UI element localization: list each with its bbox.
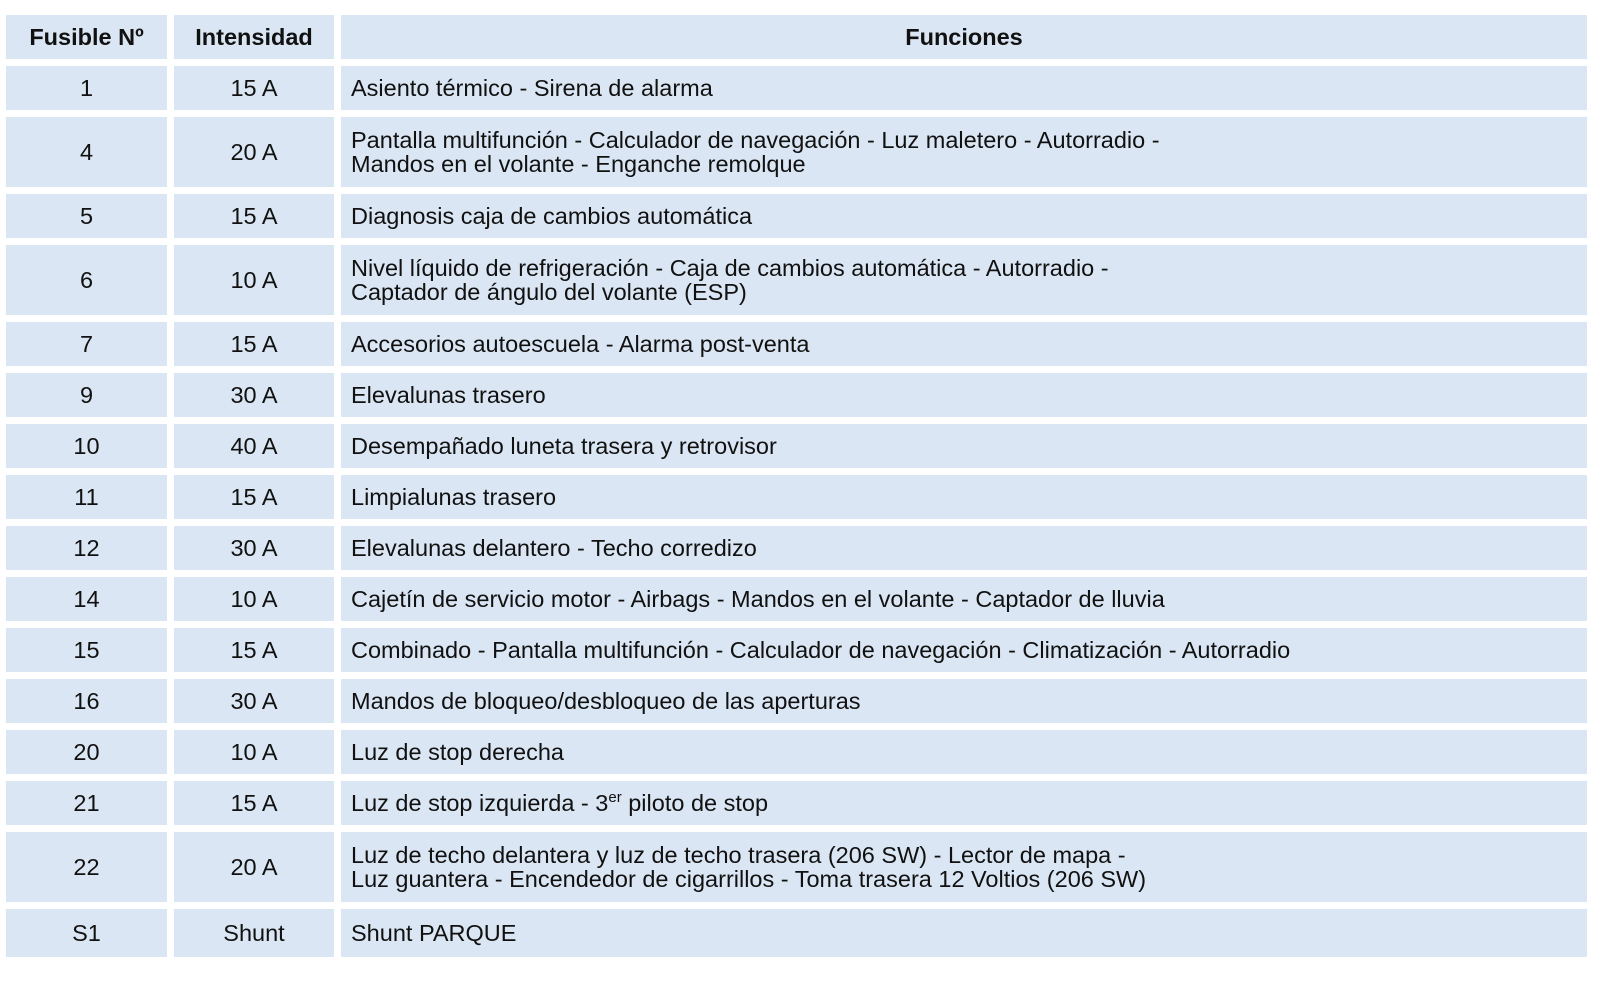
functions-cell (341, 909, 1587, 957)
functions-cell (341, 832, 1587, 902)
function-line: Elevalunas delantero - Techo corredizo (351, 535, 757, 561)
fuse-number-cell: 20 (6, 730, 167, 774)
fuse-number-cell: 5 (6, 194, 167, 238)
amperage-cell: 10 A (174, 730, 334, 774)
functions-cell (341, 679, 1587, 723)
fuse-number-cell: 10 (6, 424, 167, 468)
fuse-number-cell: 11 (6, 475, 167, 519)
amperage-cell: 15 A (174, 194, 334, 238)
function-line: Asiento térmico - Sirena de alarma (351, 75, 713, 101)
function-line: Elevalunas trasero (351, 382, 546, 408)
function-line: Shunt PARQUE (351, 920, 517, 946)
fuse-number-cell: 1 (6, 66, 167, 110)
function-line: Mandos en el volante - Enganche remolque (351, 151, 806, 177)
functions-cell (341, 475, 1587, 519)
function-line: Cajetín de servicio motor - Airbags - Mandos en el volante - Captador de lluvia (351, 586, 1165, 612)
fuse-number-cell: 4 (6, 117, 167, 187)
fuse-number-cell: 14 (6, 577, 167, 621)
function-line: Luz de techo delantera y luz de techo trasera (206 SW) - Lector de mapa - (351, 842, 1126, 868)
functions-cell (341, 322, 1587, 366)
fuse-number-cell: 12 (6, 526, 167, 570)
function-line: Mandos de bloqueo/desbloqueo de las aperturas (351, 688, 861, 714)
functions-cell (341, 628, 1587, 672)
fuse-number-cell: 15 (6, 628, 167, 672)
functions-cell (341, 730, 1587, 774)
fuse-table (6, 15, 1587, 957)
fuse-number-cell: 22 (6, 832, 167, 902)
functions-cell (341, 373, 1587, 417)
functions-cell (341, 245, 1587, 315)
amperage-cell: Shunt (174, 909, 334, 957)
function-line: Accesorios autoescuela - Alarma post-venta (351, 331, 810, 357)
function-line: Captador de ángulo del volante (ESP) (351, 279, 747, 305)
header-amps: Intensidad (174, 15, 334, 59)
amperage-cell: 10 A (174, 577, 334, 621)
functions-cell (341, 66, 1587, 110)
fuse-number-cell: S1 (6, 909, 167, 957)
functions-cell (341, 577, 1587, 621)
function-line: Combinado - Pantalla multifunción - Calculador de navegación - Climatización - Autorradio (351, 637, 1291, 663)
function-line: Pantalla multifunción - Calculador de navegación - Luz maletero - Autorradio - (351, 127, 1160, 153)
fuse-number-cell: 16 (6, 679, 167, 723)
function-line: Desempañado luneta trasera y retrovisor (351, 433, 777, 459)
fuse-number-cell: 9 (6, 373, 167, 417)
function-line: Limpialunas trasero (351, 484, 557, 510)
function-text-after: piloto de stop (621, 790, 769, 816)
functions-cell (341, 194, 1587, 238)
amperage-cell: 30 A (174, 526, 334, 570)
amperage-cell: 30 A (174, 373, 334, 417)
functions-cell (341, 781, 1587, 825)
header-functions: Funciones (341, 15, 1587, 59)
function-line: Luz guantera - Encendedor de cigarrillos - Toma trasera 12 Voltios (206 SW) (351, 866, 1147, 892)
amperage-cell: 15 A (174, 322, 334, 366)
amperage-cell: 20 A (174, 117, 334, 187)
amperage-cell: 20 A (174, 832, 334, 902)
function-line: Nivel líquido de refrigeración - Caja de cambios automática - Autorradio - (351, 255, 1109, 281)
function-text-before: Luz de stop izquierda - 3 (351, 790, 609, 816)
function-line (351, 791, 768, 815)
amperage-cell: 10 A (174, 245, 334, 315)
functions-cell (341, 424, 1587, 468)
fuse-number-cell: 21 (6, 781, 167, 825)
amperage-cell: 30 A (174, 679, 334, 723)
functions-cell (341, 117, 1587, 187)
amperage-cell: 15 A (174, 475, 334, 519)
fuse-number-cell: 6 (6, 245, 167, 315)
functions-cell (341, 526, 1587, 570)
amperage-cell: 15 A (174, 66, 334, 110)
function-line: Luz de stop derecha (351, 739, 564, 765)
fuse-number-cell: 7 (6, 322, 167, 366)
function-line: Diagnosis caja de cambios automática (351, 203, 753, 229)
header-fuse: Fusible Nº (6, 15, 167, 59)
amperage-cell: 40 A (174, 424, 334, 468)
amperage-cell: 15 A (174, 628, 334, 672)
function-text-sup: er (608, 789, 622, 807)
amperage-cell: 15 A (174, 781, 334, 825)
